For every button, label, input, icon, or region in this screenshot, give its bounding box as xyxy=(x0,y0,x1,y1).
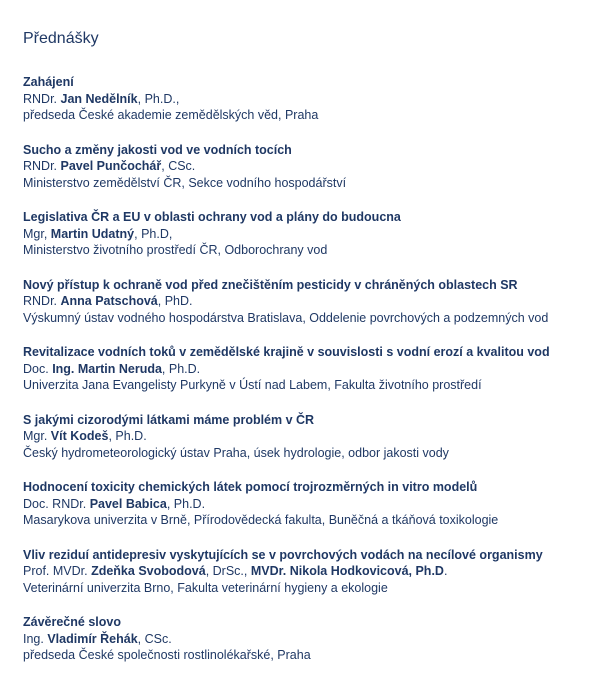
speaker-segment: MVDr. Nikola Hodkovicová, Ph.D xyxy=(250,564,444,578)
lecture-speaker xyxy=(23,428,582,445)
lecture-title: Vliv reziduí antidepresiv vyskytujících se v povrchových vodách na necílové organismy xyxy=(23,547,543,562)
speaker-segment: , DrSc., xyxy=(205,564,251,578)
lecture-item xyxy=(23,479,582,529)
speaker-segment: , Ph.D, xyxy=(134,226,173,241)
lecture-item xyxy=(23,74,582,124)
lecture-item xyxy=(23,614,582,664)
lecture-title: Nový přístup k ochraně vod před znečištěním pesticidy v chráněných oblastech SR xyxy=(23,277,518,292)
speaker-segment: Mgr, xyxy=(23,226,51,241)
speaker-segment: , CSc. xyxy=(161,159,196,173)
lecture-affiliation: Ministerstvo zemědělství ČR, Sekce vodního hospodářství xyxy=(23,175,347,190)
lecture-affiliation: Veterinární univerzita Brno, Fakulta veterinární hygieny a ekologie xyxy=(23,580,388,595)
speaker-segment: Ing. Martin Neruda xyxy=(52,361,162,376)
speaker-segment: Anna Patschová xyxy=(60,294,158,308)
lecture-affiliation: Ministerstvo životního prostředí ČR, Odborochrany vod xyxy=(23,243,328,257)
lecture-title: Zahájení xyxy=(23,75,74,89)
speaker-segment: , CSc. xyxy=(137,631,172,646)
lecture-title: Legislativa ČR a EU v oblasti ochrany vod a plány do budoucna xyxy=(23,210,401,224)
lecture-item xyxy=(23,344,582,394)
lecture-title: S jakými cizorodými látkami máme problém v ČR xyxy=(23,412,315,427)
lecture-affiliation: Český hydrometeorologický ústav Praha, úsek hydrologie, odbor jakosti vody xyxy=(23,445,449,460)
lecture-affiliation: předseda České společnosti rostlinolékařské, Praha xyxy=(23,648,311,662)
speaker-segment: , Ph.D. xyxy=(161,361,201,376)
lecture-speaker xyxy=(23,226,582,243)
lecture-title: Revitalizace vodních toků v zemědělské krajině v souvislosti s vodní erozí a kvalitou vod xyxy=(23,345,550,359)
speaker-segment: Prof. MVDr. xyxy=(23,564,92,578)
lecture-affiliation: Masarykova univerzita v Brně, Přírodovědecká fakulta, Buněčná a tkáňová toxikologie xyxy=(23,513,499,527)
speaker-segment: Doc. xyxy=(23,361,53,376)
speaker-segment: RNDr. xyxy=(23,91,61,106)
speaker-segment: Vladimír Řehák xyxy=(47,631,138,646)
lecture-item xyxy=(23,209,582,259)
lecture-title: Závěrečné slovo xyxy=(23,615,121,629)
lecture-affiliation: předseda České akademie zemědělských věd, Praha xyxy=(23,108,319,122)
speaker-segment: Pavel Babica xyxy=(89,496,167,511)
lecture-speaker xyxy=(23,158,582,175)
lecture-speaker xyxy=(23,361,582,378)
speaker-segment: , Ph.D., xyxy=(137,91,180,106)
lecture-speaker xyxy=(23,631,582,648)
lecture-speaker xyxy=(23,91,582,108)
speaker-segment: Ing. xyxy=(23,631,48,646)
lecture-speaker xyxy=(23,496,582,513)
speaker-segment: , Ph.D. xyxy=(108,429,147,443)
speaker-segment: Mgr. xyxy=(23,429,51,443)
lecture-affiliation: Výskumný ústav vodného hospodárstva Bratislava, Oddelenie povrchových a podzemných vod xyxy=(23,310,549,325)
lecture-list xyxy=(23,74,582,664)
speaker-segment: , Ph.D. xyxy=(166,496,206,511)
speaker-segment: RNDr. xyxy=(23,159,61,173)
lecture-item xyxy=(23,277,582,327)
speaker-segment: RNDr. xyxy=(23,294,61,308)
lecture-speaker xyxy=(23,563,582,580)
speaker-segment: . xyxy=(443,564,448,578)
speaker-segment: , PhD. xyxy=(157,294,193,308)
speaker-segment: Jan Nedělník xyxy=(60,91,138,106)
lecture-title: Sucho a změny jakosti vod ve vodních tocích xyxy=(23,142,292,157)
lecture-item xyxy=(23,412,582,462)
lecture-affiliation: Univerzita Jana Evangelisty Purkyně v Ústí nad Labem, Fakulta životního prostředí xyxy=(23,378,482,392)
lecture-item xyxy=(23,547,582,597)
speaker-segment: Martin Udatný xyxy=(50,226,135,241)
speaker-segment: Zdeňka Svobodová xyxy=(91,564,206,578)
lecture-item xyxy=(23,142,582,192)
speaker-segment: Doc. RNDr. xyxy=(23,496,90,511)
page-title: Přednášky xyxy=(23,30,99,47)
speaker-segment: Pavel Punčochář xyxy=(60,159,162,173)
lecture-speaker xyxy=(23,293,582,310)
speaker-segment: Vít Kodeš xyxy=(50,429,109,443)
lecture-title: Hodnocení toxicity chemických látek pomocí trojrozměrných in vitro modelů xyxy=(23,480,478,494)
